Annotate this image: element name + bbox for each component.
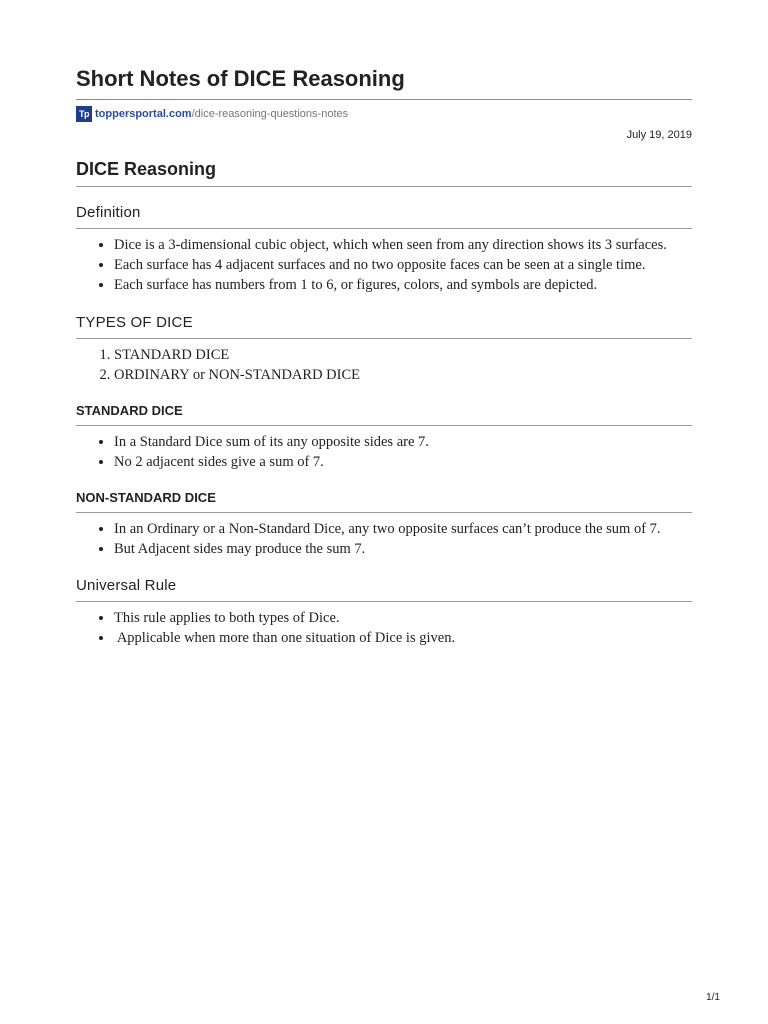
standard-heading: STANDARD DICE: [76, 403, 183, 418]
main-heading-divider: [76, 186, 692, 187]
universal-heading: Universal Rule: [76, 577, 177, 594]
list-item: • In an Ordinary or a Non-Standard Dice, any two opposite surfaces can’t produce the sum of 7.: [114, 519, 692, 539]
list-item: • Each surface has numbers from 1 to 6, or figures, colors, and symbols are depicted.: [114, 275, 692, 295]
source-line: [76, 105, 692, 123]
main-heading: DICE Reasoning: [76, 159, 217, 179]
list-item: 1. STANDARD DICE: [114, 345, 692, 365]
source-domain: toppersportal.com: [95, 108, 192, 120]
list-item: • Each surface has 4 adjacent surfaces and no two opposite faces can be seen at a single time.: [114, 255, 692, 275]
definition-heading: Definition: [76, 204, 141, 221]
list-item: 2. ORDINARY or NON-STANDARD DICE: [114, 365, 692, 385]
standard-list: [76, 432, 692, 472]
types-heading: TYPES OF DICE: [76, 314, 193, 331]
document-page: [76, 64, 692, 648]
universal-divider: [76, 601, 692, 602]
definition-divider: [76, 228, 692, 229]
document-title: Short Notes of DICE Reasoning: [76, 66, 405, 91]
types-divider: [76, 338, 692, 339]
non-standard-list: [76, 519, 692, 559]
page-number: 1/1: [706, 992, 720, 1003]
source-link[interactable]: [95, 108, 348, 120]
title-divider: [76, 99, 692, 100]
list-item: • Dice is a 3-dimensional cubic object, which when seen from any direction shows its 3 surfaces.: [114, 235, 692, 255]
list-item: • In a Standard Dice sum of its any opposite sides are 7.: [114, 432, 692, 452]
non-standard-heading: NON-STANDARD DICE: [76, 490, 216, 505]
site-favicon-icon: Tp: [76, 106, 92, 122]
standard-divider: [76, 425, 692, 426]
document-date: July 19, 2019: [626, 129, 692, 141]
non-standard-divider: [76, 512, 692, 513]
list-item: • This rule applies to both types of Dice.: [114, 608, 692, 628]
list-item: • No 2 adjacent sides give a sum of 7.: [114, 452, 692, 472]
types-list: [76, 345, 692, 385]
list-item: • Applicable when more than one situation of Dice is given.: [114, 628, 692, 648]
source-path: /dice-reasoning-questions-notes: [191, 108, 349, 120]
list-item: • But Adjacent sides may produce the sum 7.: [114, 539, 692, 559]
universal-list: [76, 608, 692, 648]
definition-list: [76, 235, 692, 295]
